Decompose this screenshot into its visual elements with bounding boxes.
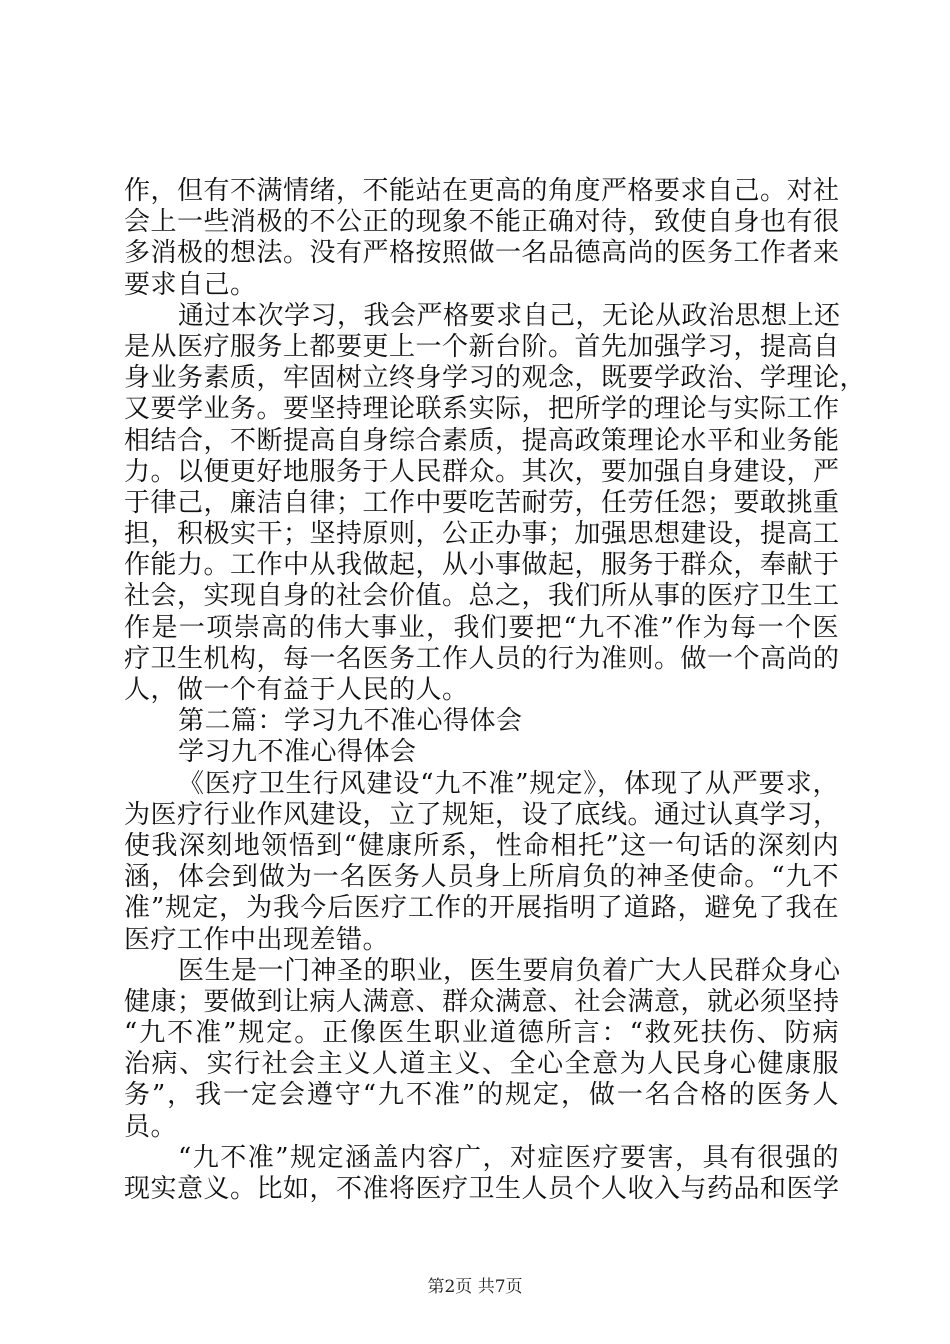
text-line: 务”，我一定会遵守“九不准”的规定，做一名合格的医务人 (124, 1080, 839, 1111)
text-line: 《医疗卫生行风建设“九不准”规定》，体现了从严要求， (178, 768, 839, 799)
text-line: 健康；要做到让病人满意、群众满意、社会满意，就必须坚持 (124, 986, 840, 1017)
text-line: 作，但有不满情绪，不能站在更高的角度严格要求自己。对社 (124, 176, 840, 206)
text-line: 力。以便更好地服务于人民群众。其次，要加强自身建设，严 (124, 456, 840, 487)
text-line: 作是一项崇高的伟大事业，我们要把“九不准”作为每一个医 (124, 612, 839, 643)
body-text (124, 176, 867, 1205)
text-line: 会上一些消极的不公正的现象不能正确对待，致使自身也有很 (124, 207, 840, 238)
text-line: 为医疗行业作风建设，立了规矩，设了底线。通过认真学习， (124, 799, 840, 830)
text-line: 担，积极实干；坚持原则，公正办事；加强思想建设，提高工 (124, 519, 840, 550)
text-line: 涵，体会到做为一名医务人员身上所肩负的神圣使命。“九不 (124, 862, 839, 893)
text-line: 人，做一个有益于人民的人。 (124, 675, 469, 705)
text-line: “九不准”规定涵盖内容广，对症医疗要害，具有很强的 (178, 1142, 839, 1173)
text-line: 通过本次学习，我会严格要求自己，无论从政治思想上还 (178, 300, 841, 331)
text-line: 准”规定，为我今后医疗工作的开展指明了道路，避免了我在 (124, 893, 839, 924)
text-line: 使我深刻地领悟到“健康所系，性命相托”这一句话的深刻内 (124, 830, 839, 861)
text-line: 作能力。工作中从我做起，从小事做起，服务于群众，奉献于 (124, 550, 840, 581)
text-line: 第二篇：学习九不准心得体会 (178, 706, 523, 737)
text-line: 学习九不准心得体会 (178, 737, 417, 768)
text-line: 多消极的想法。没有严格按照做一名品德高尚的医务工作者来 (124, 238, 840, 269)
page-footer: 第2页 共7页 (427, 1277, 523, 1297)
text-line: 现实意义。比如，不准将医疗卫生人员个人收入与药品和医学 (124, 1174, 840, 1204)
text-line: 要求自己。 (124, 269, 257, 300)
text-line: 又要学业务。要坚持理论联系实际，把所学的理论与实际工作 (124, 394, 840, 425)
text-line: 治病、实行社会主义人道主义、全心全意为人民身心健康服 (124, 1049, 839, 1080)
text-line: 身业务素质，牢固树立终身学习的观念，既要学政治、学理论， (124, 363, 867, 394)
text-line: 医疗工作中出现差错。 (124, 924, 390, 955)
text-line: 是从医疗服务上都要更上一个新台阶。首先加强学习，提高自 (124, 331, 840, 362)
text-line: 员。 (124, 1111, 178, 1142)
text-line: 医生是一门神圣的职业，医生要肩负着广大人民群众身心 (178, 955, 841, 986)
text-line: 疗卫生机构，每一名医务工作人员的行为准则。做一个高尚的 (124, 643, 840, 674)
text-line: 于律己，廉洁自律；工作中要吃苦耐劳，任劳任怨；要敢挑重 (124, 487, 840, 518)
text-line: 社会，实现自身的社会价值。总之，我们所从事的医疗卫生工 (124, 581, 840, 612)
text-line: 相结合，不断提高自身综合素质，提高政策理论水平和业务能 (124, 425, 840, 456)
text-line: “九不准”规定。正像医生职业道德所言：“救死扶伤、防病 (124, 1018, 839, 1049)
